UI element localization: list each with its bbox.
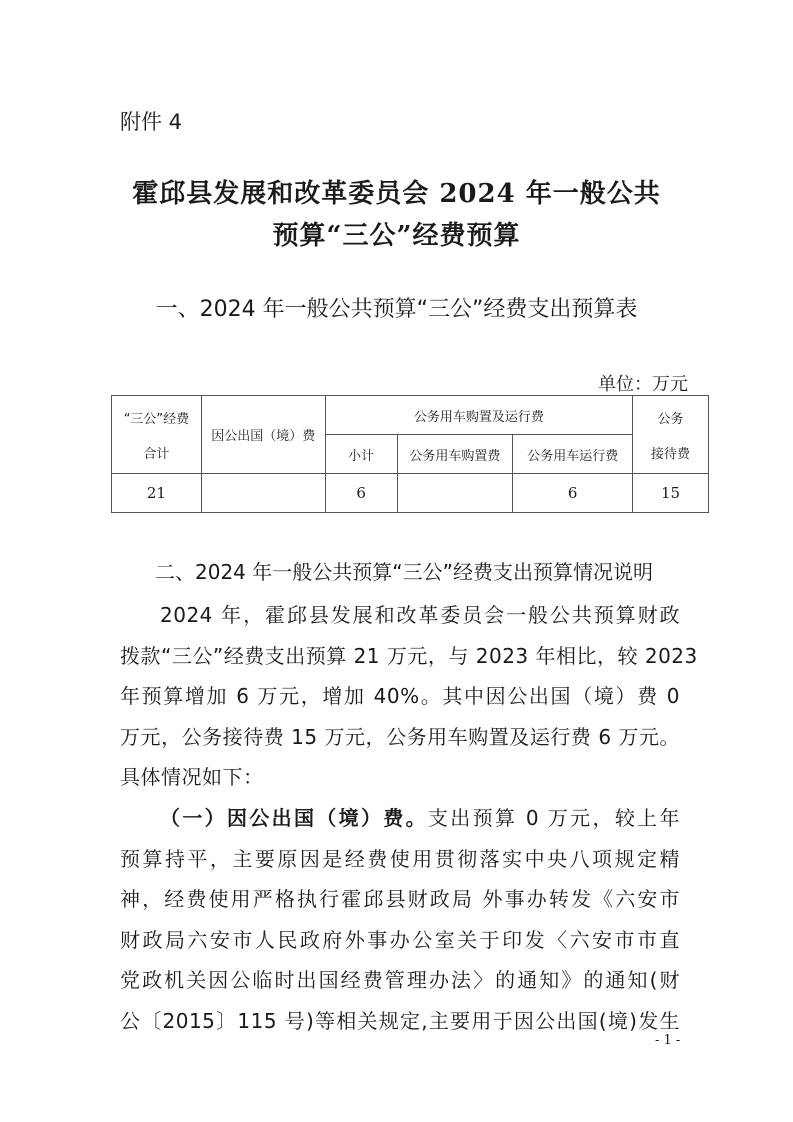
document-title-line2: 预算“三公”经费预算 [272, 221, 521, 251]
header-reception [633, 396, 709, 474]
budget-table [111, 395, 709, 513]
cell-reception: 15 [633, 474, 709, 513]
cell-abroad [201, 474, 325, 513]
paragraph-line: 公〔2015〕115 号)等相关规定,主要用于因公出国(境)发生 [120, 1008, 680, 1033]
paragraph-line: 万元，公务接待费 15 万元，公务用车购置及运行费 6 万元。 [120, 724, 680, 749]
paragraph-line: 具体情况如下： [120, 765, 264, 789]
table-header-row [112, 396, 709, 435]
header-reception-line2: 接待费 [651, 446, 691, 462]
header-reception-line1: 公务 [657, 411, 684, 427]
unit-label: 单位：万元 [598, 374, 688, 395]
document-title-line1: 霍邱县发展和改革委员会 2024 年一般公共 [132, 179, 661, 209]
cell-vehicle-subtotal: 6 [325, 474, 397, 513]
paragraph-line: 年预算增加 6 万元，增加 40%。其中因公出国（境）费 0 [120, 684, 680, 708]
header-abroad: 因公出国（境）费 [201, 396, 325, 474]
paragraph-line [120, 798, 680, 839]
paragraph-line: 预算持平，主要原因是经费使用贯彻落实中央八项规定精 [120, 846, 680, 871]
header-vehicle-operation: 公务用车运行费 [513, 435, 633, 474]
header-total-line2: 合计 [143, 446, 170, 462]
cell-total: 21 [112, 474, 202, 513]
paragraph-line: 财政局六安市人民政府外事办公室关于印发〈六安市市直 [120, 927, 680, 952]
page-number: - 1 - [655, 1033, 681, 1048]
header-total [112, 396, 202, 474]
paragraph-line: 2024 年，霍邱县发展和改革委员会一般公共预算财政 [160, 603, 680, 627]
header-vehicle-group: 公务用车购置及运行费 [325, 396, 632, 435]
header-vehicle-purchase: 公务用车购置费 [397, 435, 513, 474]
paragraph-line: 拨款“三公”经费支出预算 21 万元，与 2023 年相比，较 2023 [120, 643, 698, 668]
paragraph-line: 神，经费使用严格执行霍邱县财政局 外事办转发《六安市 [120, 887, 680, 911]
cell-vehicle-operation: 6 [513, 474, 633, 513]
paragraph-summary [120, 595, 698, 798]
header-total-line1: “三公”经费 [123, 411, 190, 427]
subsection-text: 支出预算 0 万元，较上年 [427, 806, 680, 830]
header-vehicle-subtotal: 小计 [325, 435, 397, 474]
attachment-label: 附件 4 [120, 110, 183, 134]
subsection-heading: （一）因公出国（境）费。 [160, 806, 428, 830]
table-row [112, 474, 709, 513]
section1-title: 一、2024 年一般公共预算“三公”经费支出预算表 [155, 297, 638, 322]
paragraph-abroad-expense [120, 798, 680, 1041]
paragraph-line: 党政机关因公临时出国经费管理办法〉的通知》的通知(财 [120, 968, 680, 992]
section2-title: 二、2024 年一般公共预算“三公”经费支出预算情况说明 [155, 560, 653, 584]
cell-vehicle-purchase [397, 474, 513, 513]
